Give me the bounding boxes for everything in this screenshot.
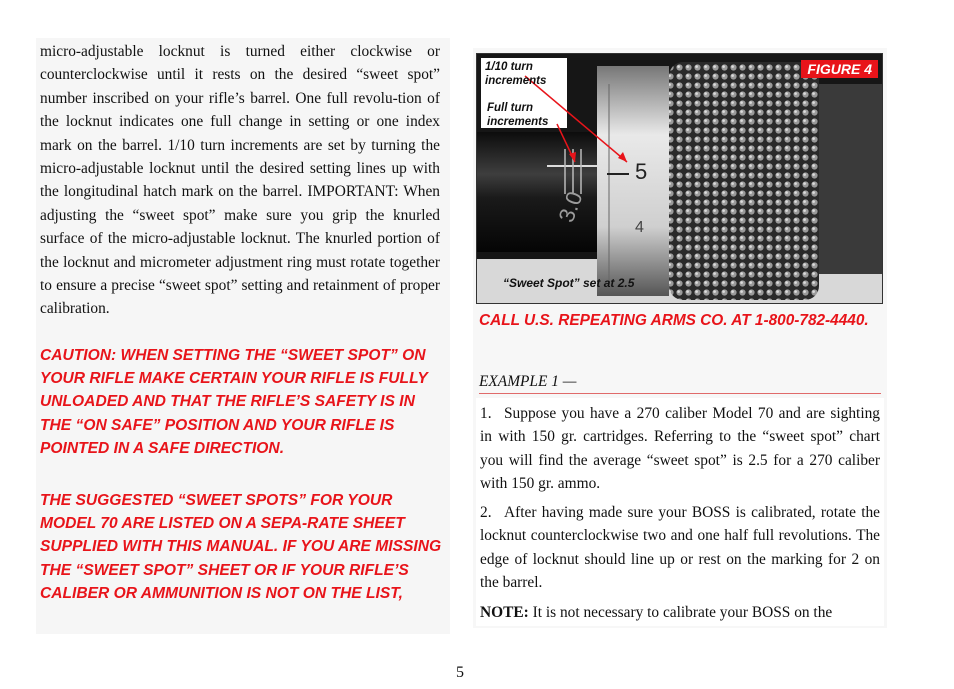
left-column <box>36 38 450 634</box>
call-usrac-notice: CALL U.S. REPEATING ARMS CO. AT 1-800-782-4440. <box>479 312 869 329</box>
step-1 <box>480 402 880 496</box>
right-column <box>473 48 887 628</box>
svg-text:3.0: 3.0 <box>553 188 588 226</box>
instruction-text: micro-adjustable locknut is turned either clockwise or counterclockwise until it rests on the desired “sweet spot” number inscribed on your rifle’s barrel. One full revolu-tion of the locknut indicates one full change in setting or one index mark on the barrel. 1/10 turn increments are set by turning the micro-adjustable locknut until the desired setting lines up with the longitudinal hatch mark on the barrel. IMPORTANT: When adjusting the “sweet spot” make sure you grip the knurled surface of the micro-adjustable locknut. The knurled portion of the locknut and micrometer adjustment ring must rotate together to ensure a precise “sweet spot” setting and retainment of proper calibration. <box>40 43 440 318</box>
note-label: NOTE: <box>480 604 529 621</box>
sweet-spot-notice: THE SUGGESTED “SWEET SPOTS” FOR YOUR MODEL 70 ARE LISTED ON A SEPA-RATE SHEET SUPPLIED WITH THIS MANUAL. IF YOU ARE MISSING THE “SWEET SPOT” SHEET OR IF YOUR RIFLE’S CALIBER OR AMMUNITION IS NOT ON THE LIST, <box>40 492 442 602</box>
example-heading: EXAMPLE 1 — <box>479 372 881 394</box>
callout-full-turn: Full turn increments <box>487 102 549 128</box>
figure-caption: “Sweet Spot” set at 2.5 <box>503 276 635 290</box>
step-2-number: 2. <box>480 504 492 521</box>
step-1-text: Suppose you have a 270 caliber Model 70 and are sighting in with 150 gr. cartridges. Referring to the “sweet spot” chart you will find the average “sweet spot” is 2.5 for a 270 caliber with 150 gr. ammo. <box>480 405 880 493</box>
note <box>480 601 880 624</box>
step-2-text: After having made sure your BOSS is calibrated, rotate the locknut counterclockwise two and one half full revolutions. The edge of locknut should line up or rest on the marking for 2 on the barrel. <box>480 504 880 592</box>
svg-text:4: 4 <box>635 219 644 236</box>
svg-text:5: 5 <box>635 159 648 184</box>
figure-label: FIGURE 4 <box>801 60 878 78</box>
step-1-number: 1. <box>480 405 492 422</box>
caution-warning: CAUTION: WHEN SETTING THE “SWEET SPOT” ON YOUR RIFLE MAKE CERTAIN YOUR RIFLE IS FULLY UNLOADED AND THAT THE RIFLE’S SAFETY IS IN THE “ON SAFE” POSITION AND YOUR RIFLE IS POINTED IN A SAFE DIRECTION. <box>40 347 428 457</box>
figure-4-photo <box>476 53 883 304</box>
example-box <box>476 398 884 626</box>
step-2 <box>480 501 880 595</box>
note-text: It is not necessary to calibrate your BOSS on the <box>532 604 833 621</box>
boss-locknut-illustration <box>477 54 882 303</box>
page-number: 5 <box>456 664 464 681</box>
callout-tenth-turn: 1/10 turn increments <box>485 61 547 87</box>
